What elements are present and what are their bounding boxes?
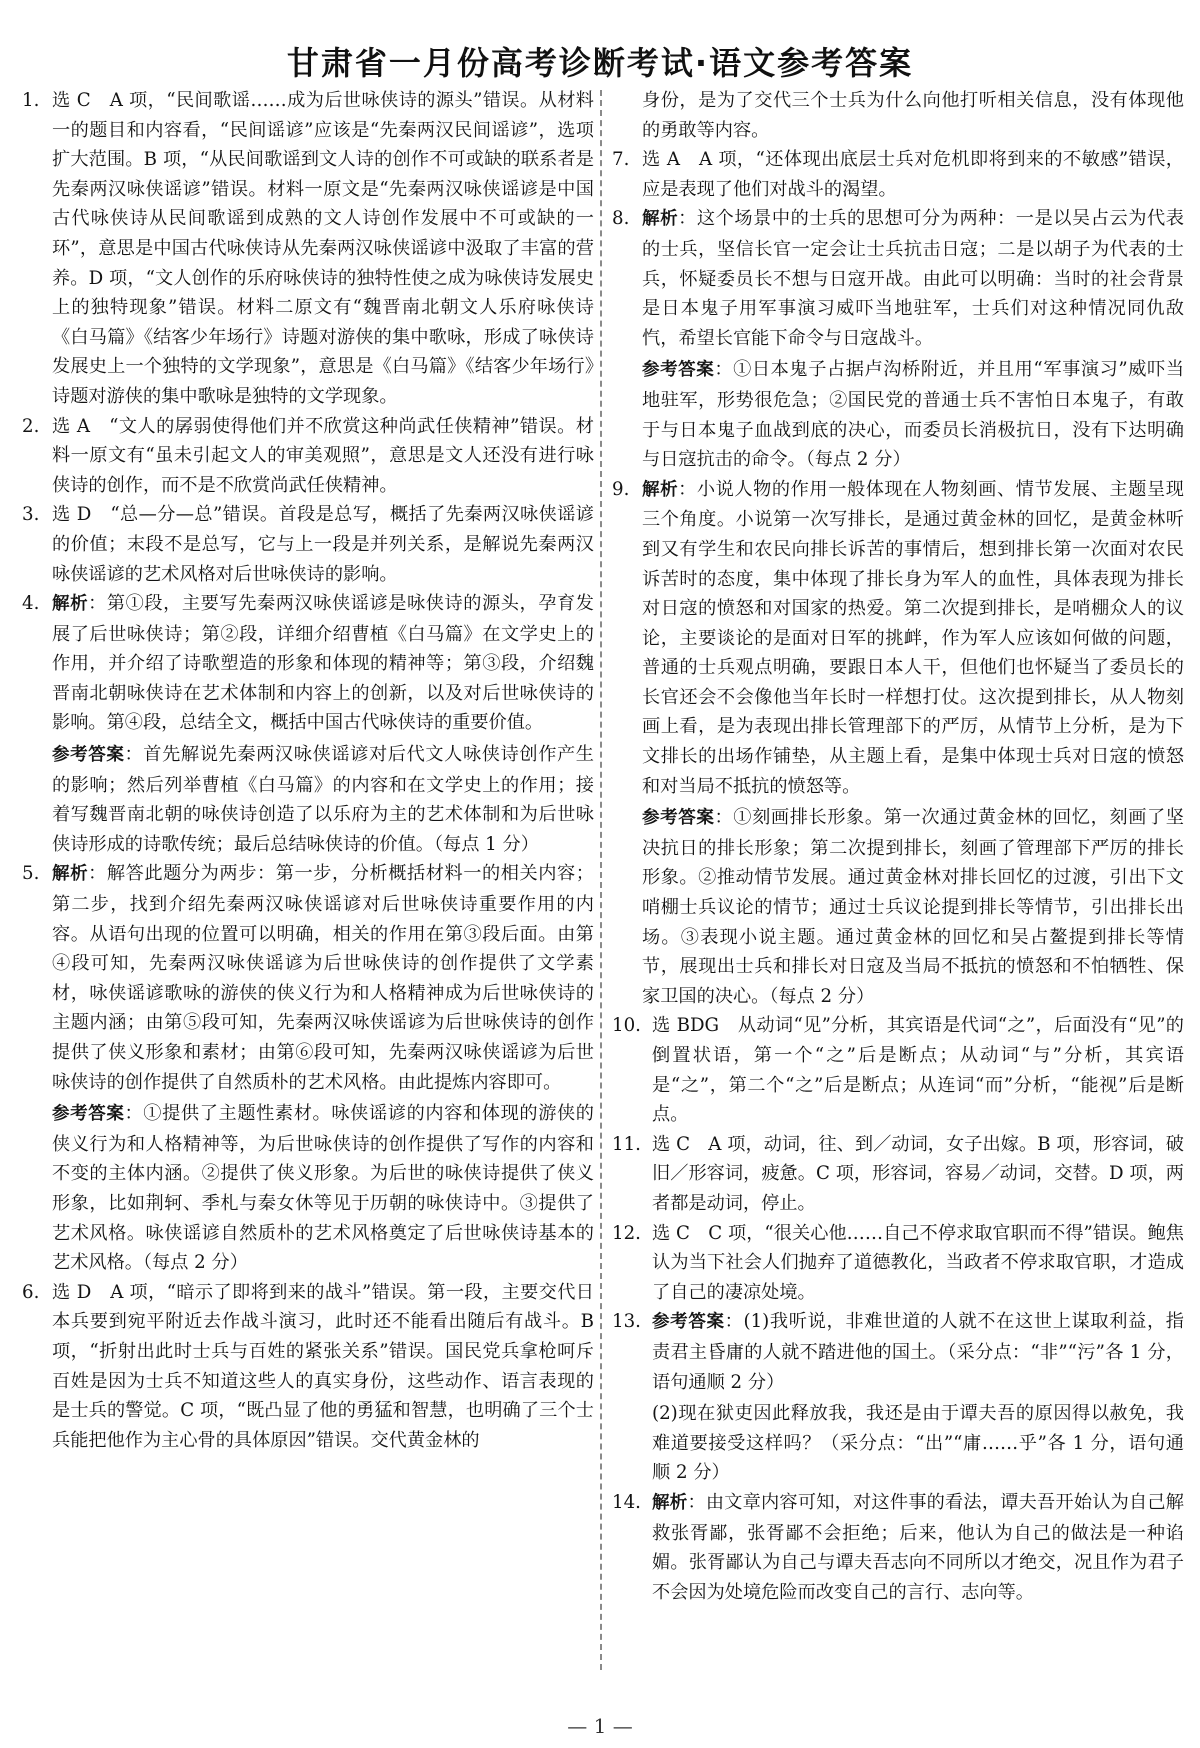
item-number: 12. xyxy=(612,1222,641,1244)
item-text xyxy=(52,412,594,501)
item-number: 5. xyxy=(22,863,40,885)
left-column xyxy=(22,86,594,1666)
answer-label: 参考答案 xyxy=(52,745,125,766)
item-text xyxy=(642,475,1184,802)
item-lead-label: 解析 xyxy=(642,479,679,500)
item-lead-label: 解析 xyxy=(642,209,679,230)
column-divider xyxy=(600,90,602,1670)
answer-label: 参考答案 xyxy=(52,1104,125,1125)
answer-item xyxy=(612,1130,1184,1219)
item-body: ：由文章内容可知，对这件事的看法，谭夫吾开始认为自己解救张胥鄙，张胥鄙不会拒绝；后来，他认为自己的做法是一种谄媚。张胥鄙认为自己与谭夫吾志向不同所以才绝交，况且作为君子不会因为处境危险而改变自己的言行、志向等。 xyxy=(652,1491,1184,1603)
item-body: 身份，是为了交代三个士兵为什么向他打听相关信息，没有体现他的勇敢等内容。 xyxy=(642,90,1184,141)
answer-body: (2)现在狱吏因此释放我，我还是由于谭夫吾的原因得以赦免，我难道要接受这样吗？（采分点：“出”“庸……乎”各 1 分，语句通顺 2 分） xyxy=(652,1403,1184,1484)
answer-item xyxy=(612,145,1184,204)
item-text xyxy=(52,86,594,412)
item-text xyxy=(52,859,594,1097)
answer-body: ：首先解说先秦两汉咏侠谣谚对后代文人咏侠诗创作产生的影响；然后列举曹植《白马篇》的内容和在文学史上的作用；接着写魏晋南北朝的咏侠诗创造了以乐府为主的艺术体制和为后世咏侠诗形成的诗歌传统；最后总结咏侠诗的价值。（每点 1 分） xyxy=(52,744,594,855)
item-text xyxy=(52,1278,594,1456)
page-number: — 1 — xyxy=(567,1714,633,1738)
item-number: 11. xyxy=(612,1133,641,1155)
answer-item xyxy=(612,86,1184,145)
answer-label: 参考答案 xyxy=(642,360,715,381)
item-text xyxy=(642,204,1184,353)
item-text xyxy=(652,1219,1184,1308)
answer-item xyxy=(612,204,1184,474)
item-body: ：第①段，主要写先秦两汉咏侠谣谚是咏侠诗的源头，孕育发展了后世咏侠诗；第②段，详细介绍曹植《白马篇》在文学史上的作用，并介绍了诗歌塑造的形象和体现的精神等；第③段，介绍魏晋南北朝咏侠诗在艺术体制和内容上的创新，以及对后世咏侠诗的影响。第④段，总结全文，概括中国古代咏侠诗的重要价值。 xyxy=(52,593,594,734)
item-body: 选 A A 项，“还体现出底层士兵对危机即将到来的不敏感”错误，应是表现了他们对战斗的渴望。 xyxy=(642,149,1184,200)
item-number: 2. xyxy=(22,415,40,437)
answer-item xyxy=(612,1488,1184,1607)
reference-answer xyxy=(642,355,1184,474)
item-lead-label: 解析 xyxy=(652,1492,688,1513)
answer-item xyxy=(22,412,594,501)
answer-item xyxy=(22,1278,594,1456)
answer-item xyxy=(612,1011,1184,1129)
item-text xyxy=(642,86,1184,145)
item-text xyxy=(52,500,594,589)
item-body: 选 C C 项，“很关心他……自己不停求取官职而不得”错误。鲍焦认为当下社会人们抛弃了道德教化，当政者不停求取官职，才造成了自己的凄凉处境。 xyxy=(652,1222,1184,1303)
reference-answer xyxy=(642,803,1184,1011)
item-body: ：小说人物的作用一般体现在人物刻画、情节发展、主题呈现三个角度。小说第一次写排长，是通过黄金林的回忆，是黄金林听到又有学生和农民向排长诉苦的事情后，想到排长第一次面对农民诉苦时的态度，集中体现了排长身为军人的血性，具体表现为排长对日寇的愤怒和对国家的热爱。第二次提到排长，是哨棚众人的议论，主要谈论的是面对日军的挑衅，作为军人应该如何做的问题，普通的士兵观点明确，要跟日本人干，但他们也怀疑当了委员长的长官还会不会像他当年长时一样想打仗。这次提到排长，从人物刻画上看，是为表现出排长管理部下的严厉，从情节上分析，是为下文排长的出场作铺垫，从主题上看，是集中体现士兵对日寇的愤怒和对当局不抵抗的愤怒等。 xyxy=(642,478,1184,797)
item-number: 13. xyxy=(612,1311,641,1333)
item-text xyxy=(52,589,594,738)
answer-item xyxy=(612,475,1184,1012)
answer-item xyxy=(22,589,594,859)
right-column xyxy=(612,86,1184,1666)
reference-answer xyxy=(52,1099,594,1278)
reference-answer xyxy=(52,740,594,859)
item-number: 14. xyxy=(612,1491,641,1513)
item-text xyxy=(652,1488,1184,1607)
item-text xyxy=(642,145,1184,204)
item-body: 选 C A 项，“民间歌谣……成为后世咏侠诗的源头”错误。从材料一的题目和内容看，“民间谣谚”应该是“先秦两汉民间谣谚”，选项扩大范围。B 项，“从民间歌谣到文人诗的创作不可或缺的联系者是先秦两汉咏侠谣谚”错误。材料一原文是“先秦两汉咏侠谣谚是中国古代咏侠诗从民间歌谣到成熟的文人诗创作发展中不可或缺的一环”，意思是中国古代咏侠诗从先秦两汉咏侠谣谚中汲取了丰富的营养。D 项，“文人创作的乐府咏侠诗的独特性使之成为咏侠诗发展史上的独特现象”错误。材料二原文有“魏晋南北朝文人乐府咏侠诗《白马篇》《结客少年场行》诗题对游侠的集中歌咏，形成了咏侠诗发展史上一个独特的文学现象”，意思是《白马篇》《结客少年场行》诗题对游侠的集中歌咏是独特的文学现象。 xyxy=(52,90,594,407)
answer-body: ：①提供了主题性素材。咏侠谣谚的内容和体现的游侠的侠义行为和人格精神等，为后世咏侠诗的创作提供了写作的内容和不变的主体内涵。②提供了侠义形象。为后世的咏侠诗提供了侠义形象，比如荆轲、季札与秦女休等见于历朝的咏侠诗中。③提供了艺术风格。咏侠谣谚自然质朴的艺术风格奠定了后世咏侠诗基本的艺术风格。（每点 2 分） xyxy=(52,1103,594,1274)
item-body: ：(1)我听说，非难世道的人就不在这世上谋取利益，指责君主昏庸的人就不踏进他的国土。（采分点：“非”“污”各 1 分，语句通顺 2 分） xyxy=(652,1311,1184,1393)
item-body: 选 BDG 从动词“见”分析，其宾语是代词“之”，后面没有“见”的倒置状语，第一个“之”后是断点；从动词“与”分析，其宾语是“之”，第二个“之”后是断点；从连词“而”分析，“能视”后是断点。 xyxy=(652,1015,1184,1126)
reference-answer xyxy=(652,1399,1184,1488)
page-title: 甘肃省一月份高考诊断考试·语文参考答案 xyxy=(286,44,914,82)
answer-item xyxy=(612,1219,1184,1308)
item-lead-label: 解析 xyxy=(52,864,89,885)
answer-label: 参考答案 xyxy=(642,808,715,829)
item-body: ：这个场景中的士兵的思想可分为两种：一是以吴占云为代表的士兵，坚信长官一定会让士兵抗击日寇；二是以胡子为代表的士兵，怀疑委员长不想与日寇开战。由此可以明确：当时的社会背景是日本鬼子用军事演习威吓当地驻军，士兵们对这种情况同仇敌忾，希望长官能下命令与日寇战斗。 xyxy=(642,208,1184,349)
item-lead-label: 解析 xyxy=(52,594,89,615)
answer-item xyxy=(612,1307,1184,1488)
item-body: 选 D “总—分—总”错误。首段是总写，概括了先秦两汉咏侠谣谚的价值；末段不是总写，它与上一段是并列关系，是解说先秦两汉咏侠谣谚的艺术风格对后世咏侠诗的影响。 xyxy=(52,504,594,585)
item-text xyxy=(652,1011,1184,1129)
item-number: 9. xyxy=(612,478,630,500)
item-number: 1. xyxy=(22,90,40,111)
item-body: 选 D A 项，“暗示了即将到来的战斗”错误。第一段，主要交代日本兵要到宛平附近去作战斗演习，此时还不能看出随后有战斗。B 项，“折射出此时士兵与百姓的紧张关系”错误。国民党兵拿枪呵斥百姓是因为士兵不知道这些人的真实身份，这些动作、语言表现的是士兵的警觉。C 项，“既凸显了他的勇猛和智慧，也明确了三个士兵能把他作为主心骨的具体原因”错误。交代黄金林的 xyxy=(52,1281,594,1451)
item-number: 3. xyxy=(22,504,40,526)
item-text xyxy=(652,1130,1184,1219)
item-number: 4. xyxy=(22,593,40,615)
item-number: 10. xyxy=(612,1015,641,1037)
answer-item xyxy=(22,86,594,412)
item-number: 6. xyxy=(22,1281,40,1303)
answer-item xyxy=(22,500,594,589)
answer-body: ：①日本鬼子占据卢沟桥附近，并且用“军事演习”威吓当地驻军，形势很危急；②国民党的普通士兵不害怕日本鬼子，有敢于与日本鬼子血战到底的决心，而委员长消极抗日，没有下达明确与日寇抗击的命令。（每点 2 分） xyxy=(642,359,1184,471)
answer-body: ：①刻画排长形象。第一次通过黄金林的回忆，刻画了坚决抗日的排长形象；第二次提到排长，刻画了管理部下严厉的排长形象。②推动情节发展。通过黄金林对排长回忆的过渡，引出下文哨棚士兵议论的情节；通过士兵议论提到排长等情节，引出排长出场。③表现小说主题。通过黄金林的回忆和吴占鳌提到排长等情节，展现出士兵和排长对日寇及当局不抵抗的愤怒和不怕牺牲、保家卫国的决心。（每点 2 分） xyxy=(642,807,1184,1007)
item-lead-label: 参考答案 xyxy=(652,1312,725,1333)
item-number: 8. xyxy=(612,208,630,230)
item-body: ：解答此题分为两步：第一步，分析概括材料一的相关内容；第二步，找到介绍先秦两汉咏侠谣谚对后世咏侠诗重要作用的内容。从语句出现的位置可以明确，相关的作用在第③段后面。由第④段可知，先秦两汉咏侠谣谚为后世咏侠诗的创作提供了文学素材，咏侠谣谚歌咏的游侠的侠义行为和人格精神成为后世咏侠诗的主题内涵；由第⑤段可知，先秦两汉咏侠谣谚为后世咏侠诗的创作提供了侠义形象和素材；由第⑥段可知，先秦两汉咏侠谣谚为后世咏侠诗的创作提供了自然质朴的艺术风格。由此提炼内容即可。 xyxy=(52,863,594,1093)
item-number: 7. xyxy=(612,149,630,171)
item-body: 选 A “文人的孱弱使得他们并不欣赏这种尚武任侠精神”错误。材料一原文有“虽未引起文人的审美观照”，意思是文人还没有进行咏侠诗的创作，而不是不欣赏尚武任侠精神。 xyxy=(52,415,594,496)
item-body: 选 C A 项，动词，往、到／动词，女子出嫁。B 项，形容词，破旧／形容词，疲惫。C 项，形容词，容易／动词，交替。D 项，两者都是动词，停止。 xyxy=(652,1133,1184,1214)
answer-item xyxy=(22,859,594,1277)
item-text xyxy=(652,1307,1184,1397)
